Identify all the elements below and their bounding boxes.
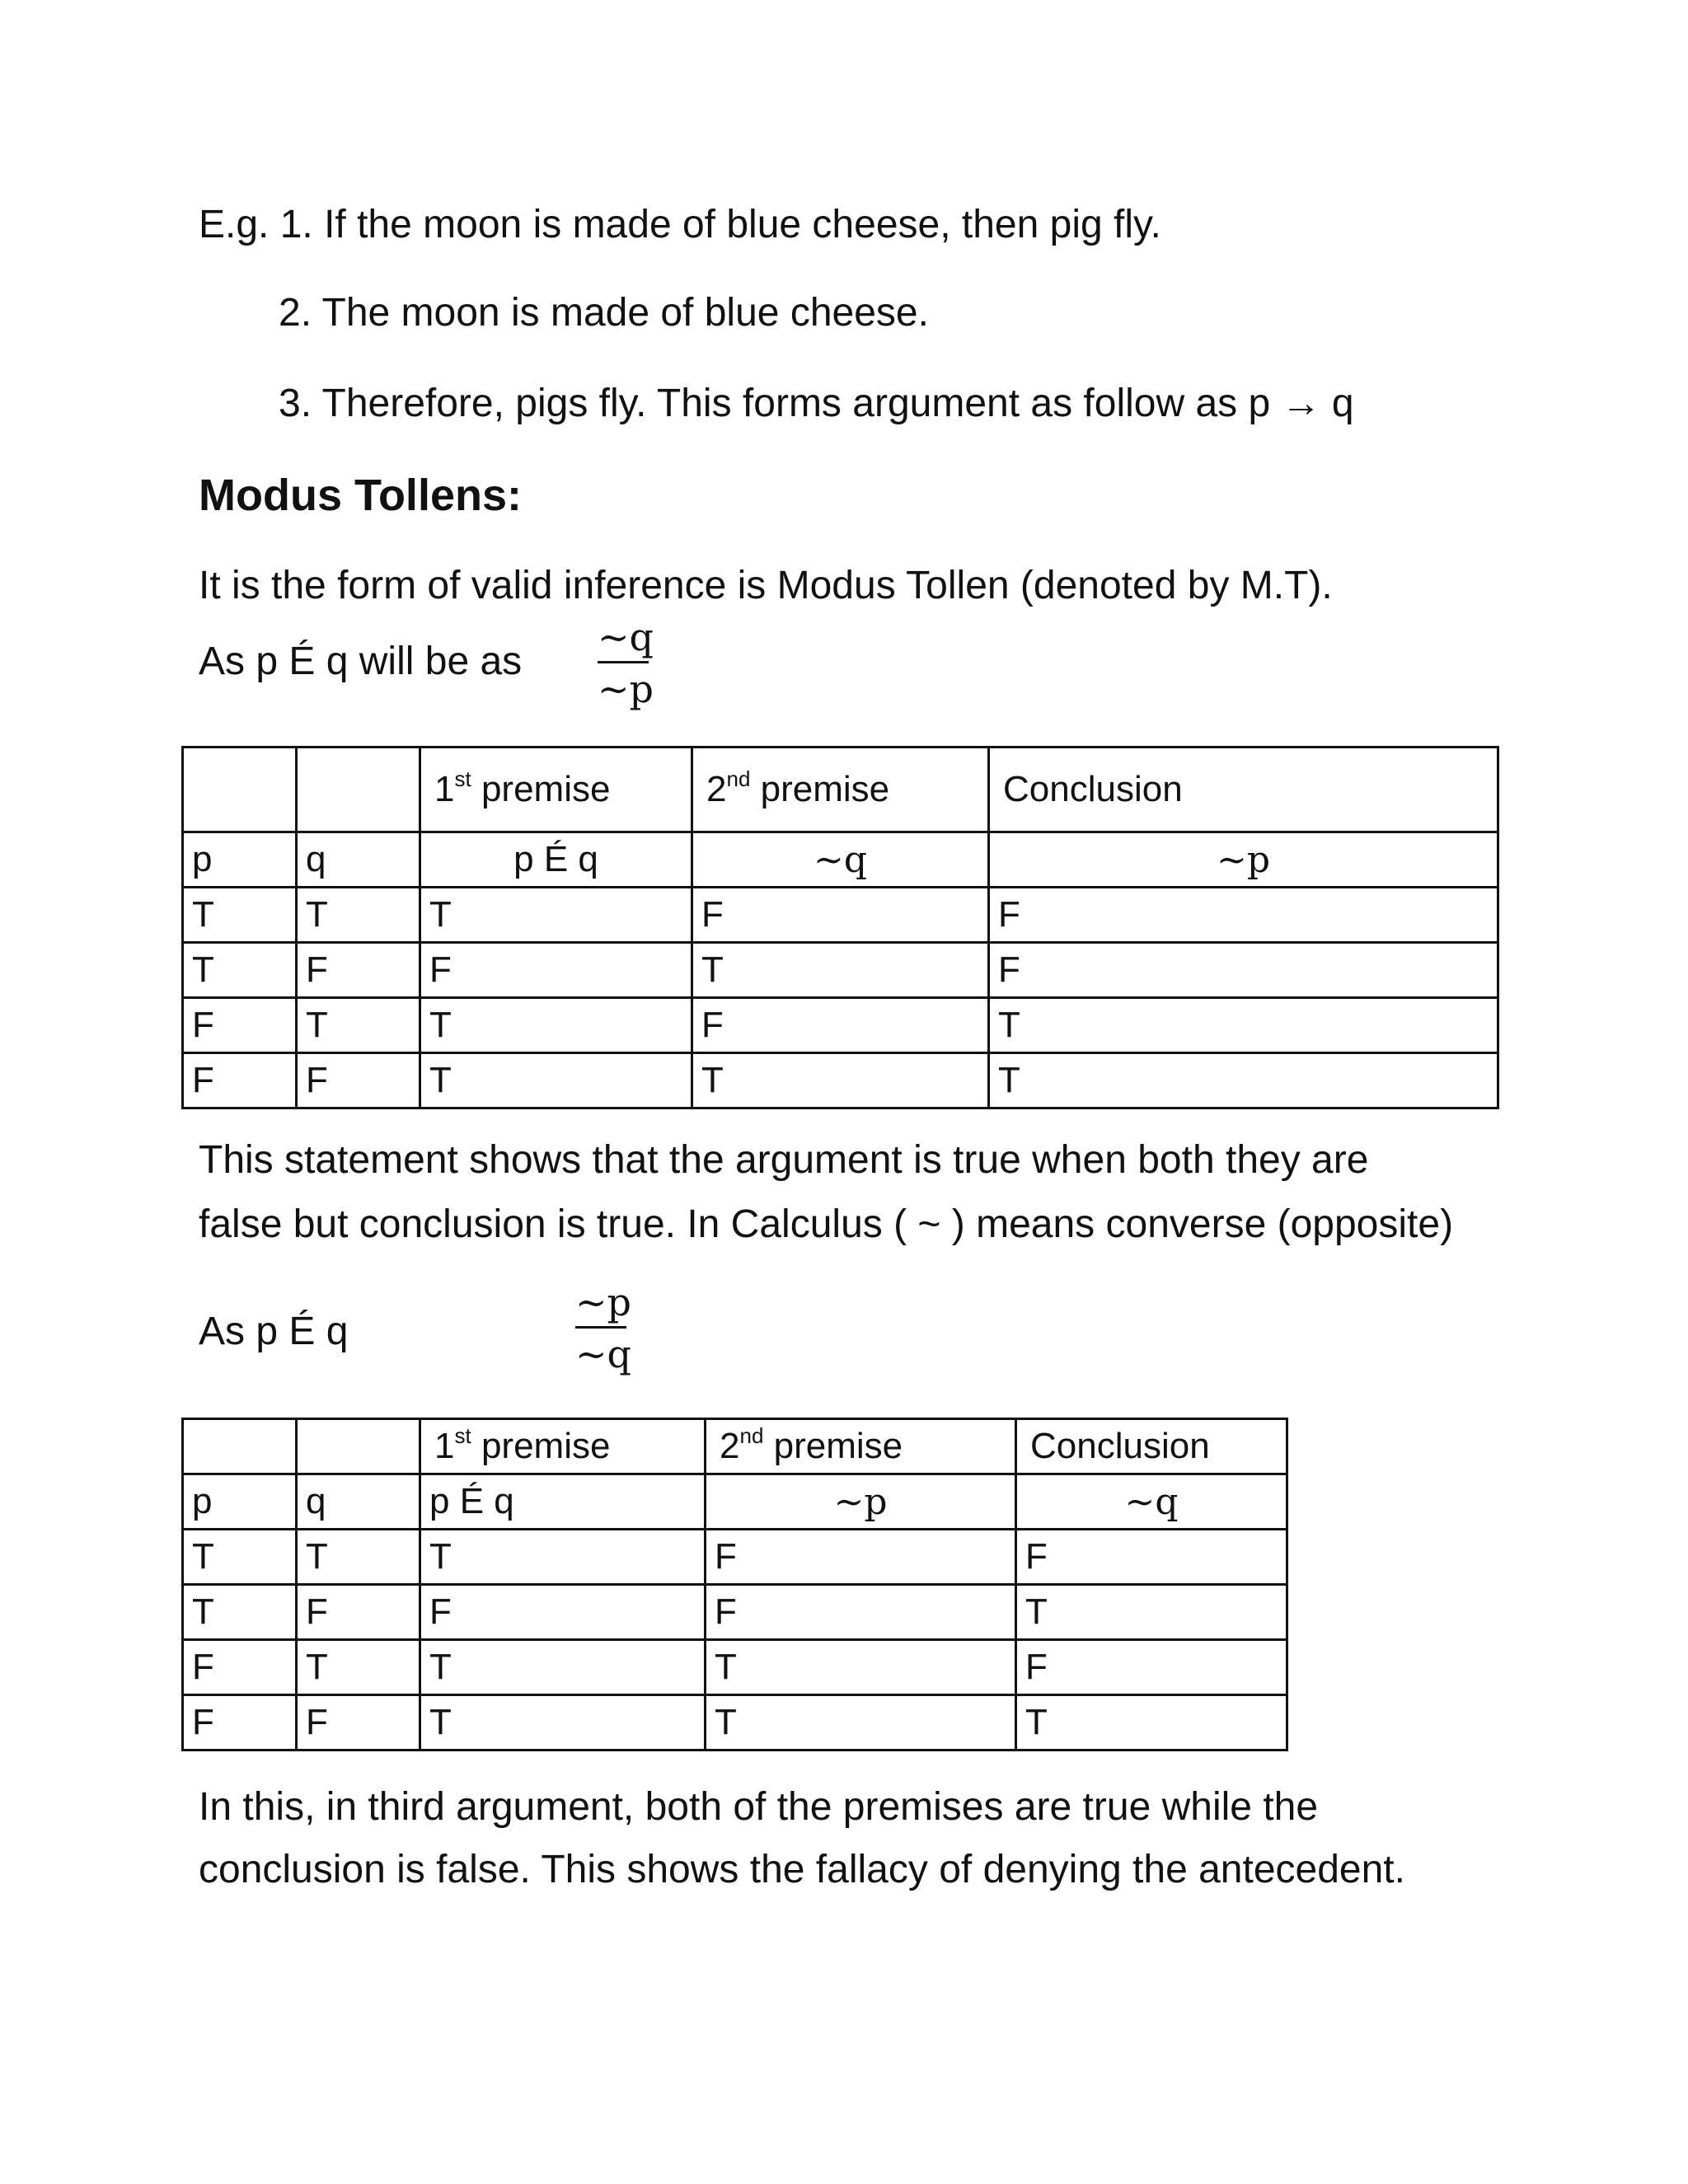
table1-subheader-row — [183, 832, 1498, 888]
table-cell: F — [183, 1640, 297, 1695]
table-cell: q — [297, 832, 420, 888]
table-cell: T — [420, 1530, 706, 1585]
table-cell: T — [1016, 1695, 1287, 1750]
table-cell: p É q — [420, 1474, 706, 1530]
table-cell: T — [297, 888, 420, 943]
truth-table-2 — [181, 1418, 1288, 1751]
form2-fraction-bar — [575, 1326, 626, 1329]
table-cell: F — [297, 1053, 420, 1108]
table2-header-second-premise: 2nd premise — [706, 1419, 1016, 1474]
form1-label: As p É q will be as — [199, 640, 523, 683]
table2-header-conclusion: Conclusion — [1016, 1419, 1287, 1474]
table1-header-empty-1 — [183, 748, 297, 832]
explanation-line-1: This statement shows that the argument is true when both they are — [199, 1138, 1369, 1182]
table-cell: T — [420, 1695, 706, 1750]
closing-line-1: In this, in third argument, both of the premises are true while the — [199, 1785, 1319, 1829]
table-cell: T — [420, 1640, 706, 1695]
table-cell: F — [420, 1585, 706, 1640]
table-cell: F — [297, 1695, 420, 1750]
table-cell: T — [297, 998, 420, 1053]
table-row — [183, 1585, 1287, 1640]
table1-header-conclusion: Conclusion — [989, 748, 1498, 832]
table-cell: ~q — [692, 832, 989, 888]
table-cell: F — [297, 1585, 420, 1640]
table-cell: F — [692, 888, 989, 943]
table-cell: T — [297, 1530, 420, 1585]
table-cell: T — [989, 1053, 1498, 1108]
example-line-2: 2. The moon is made of blue cheese. — [279, 291, 929, 335]
table-cell: T — [706, 1640, 1016, 1695]
table-row — [183, 1053, 1498, 1108]
example-line-3: 3. Therefore, pigs fly. This forms argument as follow as p → q — [279, 382, 1354, 425]
table-cell: F — [183, 998, 297, 1053]
table2-header-first-premise: 1st premise — [420, 1419, 706, 1474]
form2-denominator: ~q — [575, 1332, 631, 1376]
table-cell: F — [989, 943, 1498, 998]
table-cell: T — [297, 1640, 420, 1695]
table-cell: T — [989, 998, 1498, 1053]
table-cell: F — [706, 1530, 1016, 1585]
section-heading: Modus Tollens: — [199, 471, 522, 520]
table-cell: T — [420, 998, 692, 1053]
truth-table-1 — [181, 746, 1499, 1109]
example-intro: E.g. 1. If the moon is made of blue cheese, then pig fly. — [199, 203, 1161, 246]
table-cell: p É q — [420, 832, 692, 888]
table-cell: T — [420, 1053, 692, 1108]
table-cell: ~q — [1016, 1474, 1287, 1530]
form1-fraction-bar — [598, 661, 649, 663]
table-cell: T — [183, 1530, 297, 1585]
table-cell: p — [183, 1474, 297, 1530]
table-cell: F — [297, 943, 420, 998]
table-cell: T — [183, 1585, 297, 1640]
form2-label: As p É q — [199, 1310, 349, 1353]
table-cell: F — [706, 1585, 1016, 1640]
table-cell: ~p — [706, 1474, 1016, 1530]
table-cell: T — [420, 888, 692, 943]
table-cell: F — [989, 888, 1498, 943]
table-cell: T — [692, 943, 989, 998]
table-row — [183, 1530, 1287, 1585]
form1-numerator: ~q — [598, 615, 654, 659]
table-cell: p — [183, 832, 297, 888]
table2-header-empty-2 — [297, 1419, 420, 1474]
closing-line-2: conclusion is false. This shows the fallacy of denying the antecedent. — [199, 1848, 1405, 1891]
table-row — [183, 1695, 1287, 1750]
table-cell: F — [1016, 1640, 1287, 1695]
table1-header-second-premise: 2nd premise — [692, 748, 989, 832]
form2-numerator: ~p — [575, 1280, 631, 1324]
table-cell: T — [183, 888, 297, 943]
table-cell: F — [183, 1053, 297, 1108]
table-row — [183, 888, 1498, 943]
table-cell: T — [706, 1695, 1016, 1750]
table-cell: ~p — [989, 832, 1498, 888]
table-cell: F — [420, 943, 692, 998]
table-cell: T — [1016, 1585, 1287, 1640]
table-row — [183, 943, 1498, 998]
table-cell: T — [692, 1053, 989, 1108]
form1-fraction — [598, 615, 654, 711]
table-cell: F — [183, 1695, 297, 1750]
table1-header-row — [183, 748, 1498, 832]
table2-header-empty-1 — [183, 1419, 297, 1474]
table2-subheader-row — [183, 1474, 1287, 1530]
definition-text: It is the form of valid inference is Modus Tollen (denoted by M.T). — [199, 564, 1333, 607]
form2-fraction — [575, 1280, 631, 1376]
explanation-line-2: false but conclusion is true. In Calculus ( ~ ) means converse (opposite) — [199, 1202, 1454, 1246]
table-row — [183, 998, 1498, 1053]
form1-denominator: ~p — [598, 667, 654, 711]
table1-header-empty-2 — [297, 748, 420, 832]
table-cell: F — [692, 998, 989, 1053]
table-cell: T — [183, 943, 297, 998]
table-row — [183, 1640, 1287, 1695]
table2-header-row — [183, 1419, 1287, 1474]
table1-header-first-premise: 1st premise — [420, 748, 692, 832]
table-cell: F — [1016, 1530, 1287, 1585]
table-cell: q — [297, 1474, 420, 1530]
